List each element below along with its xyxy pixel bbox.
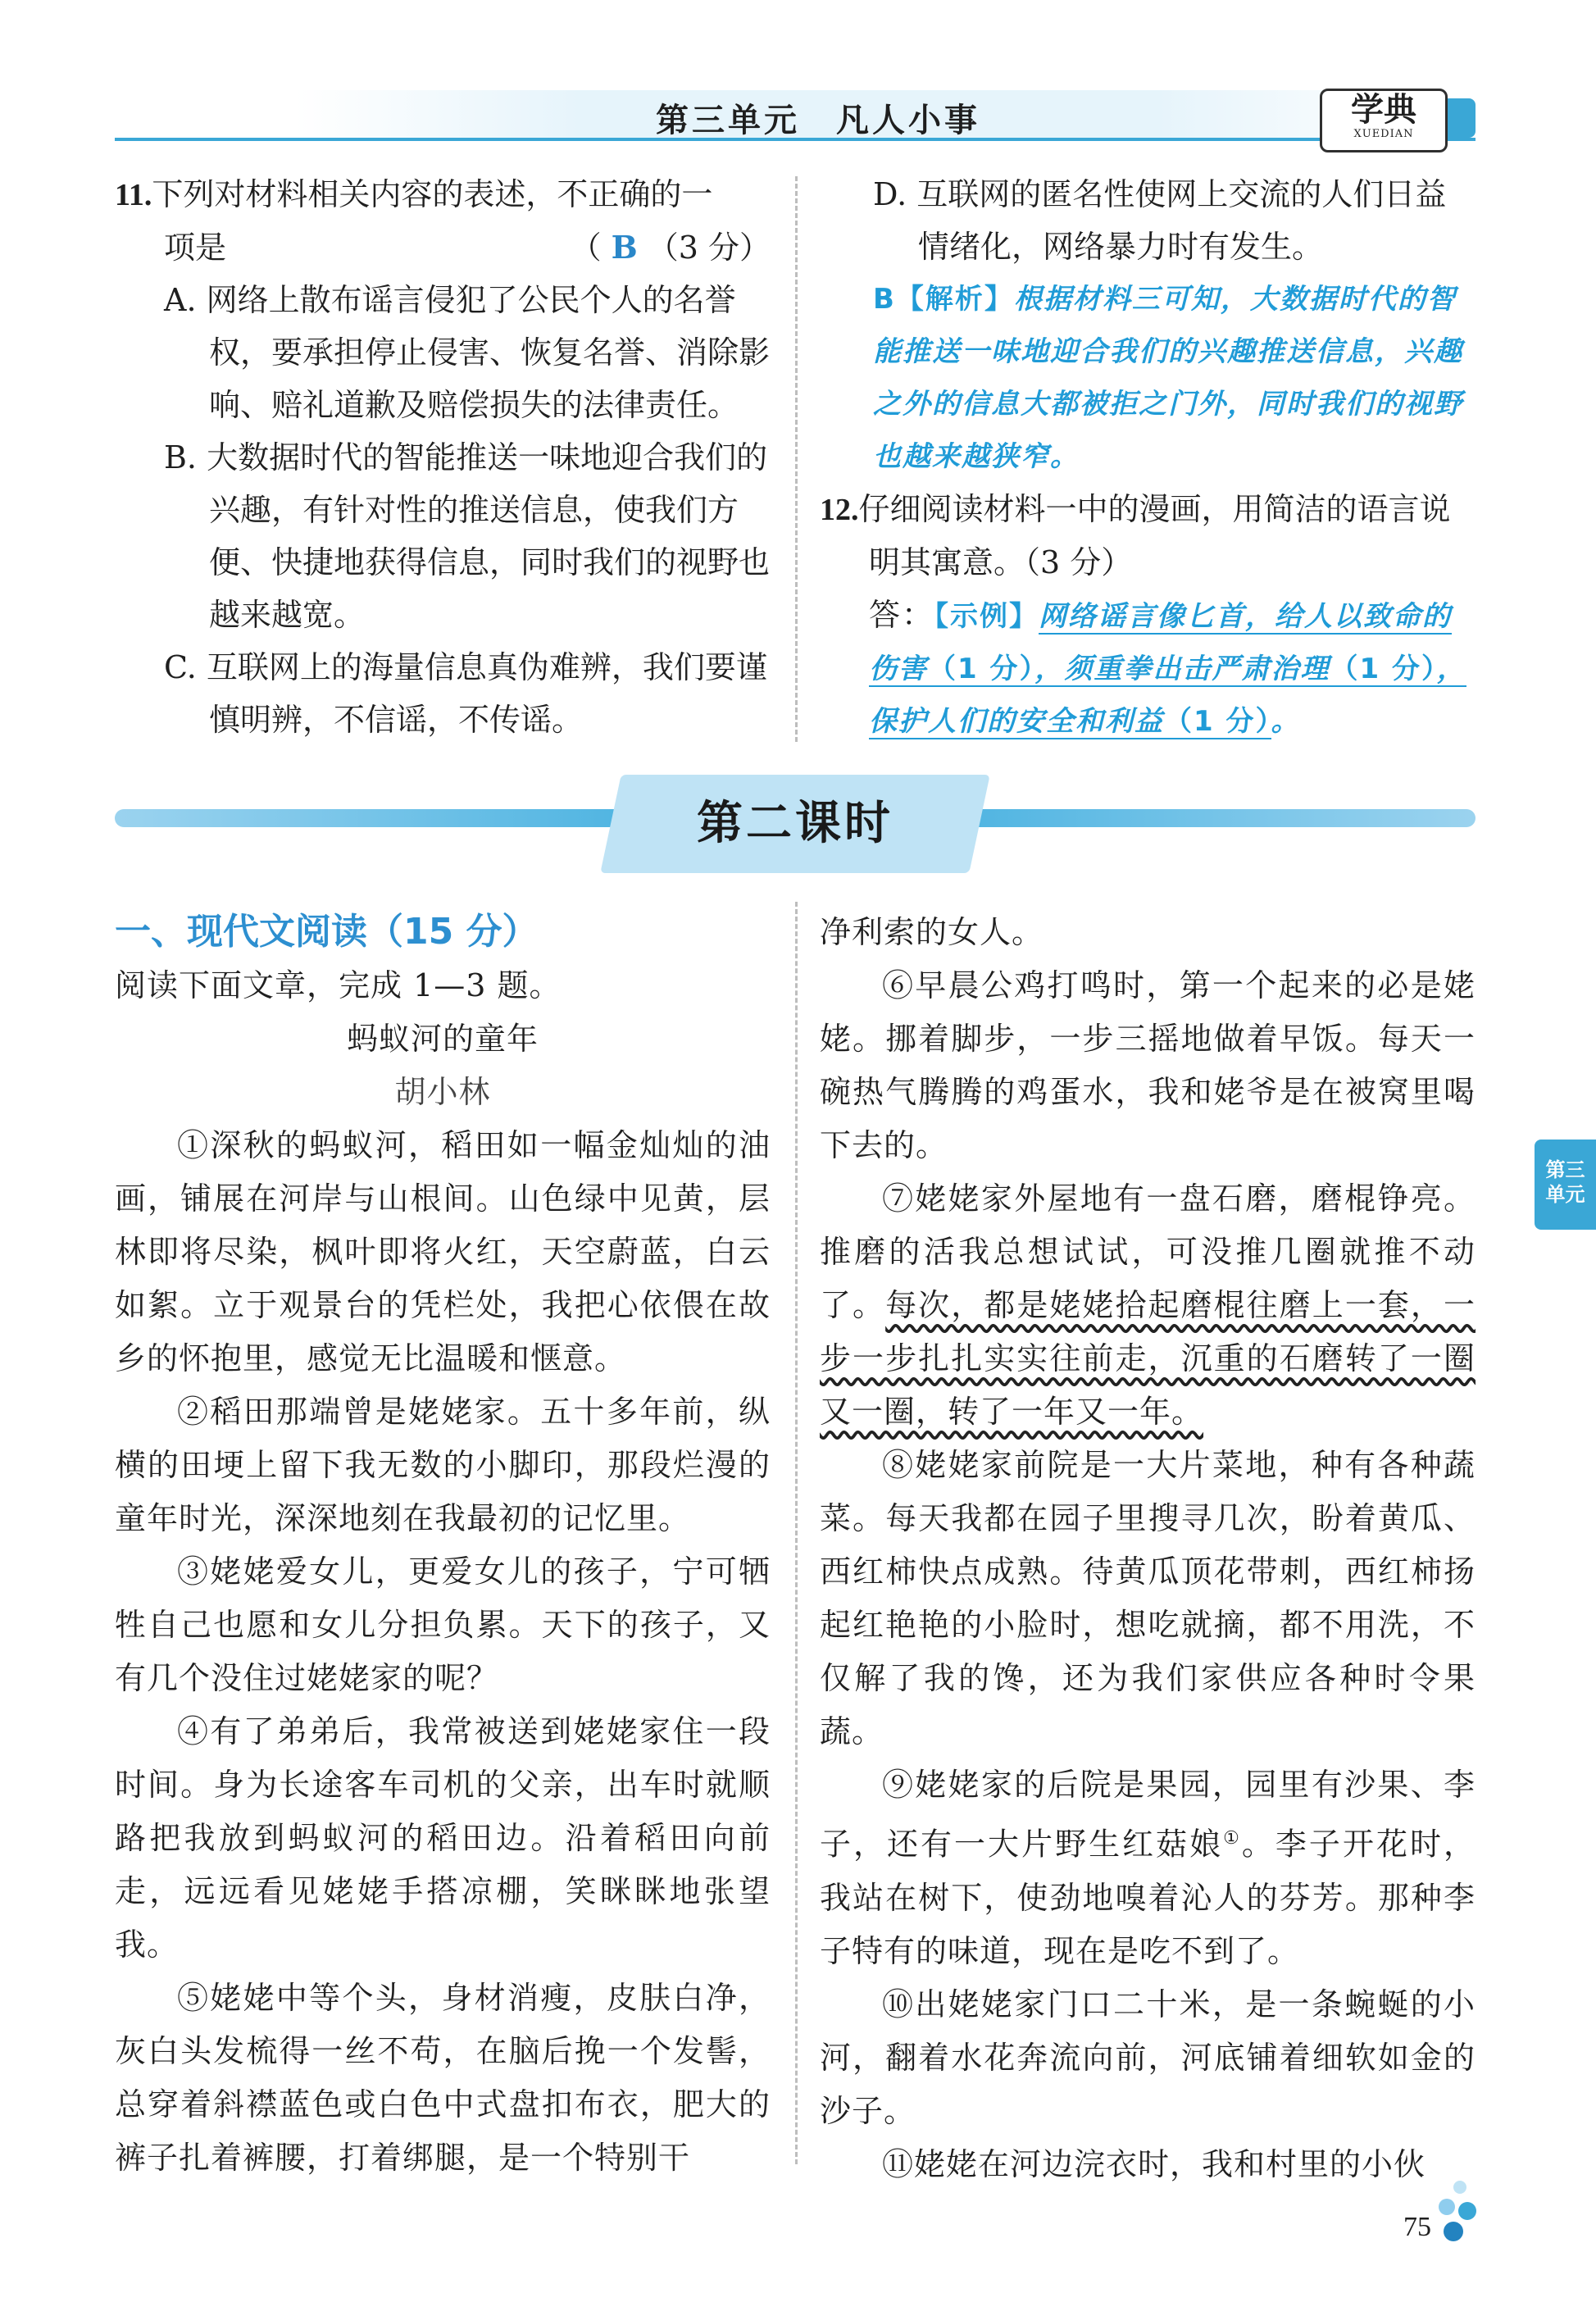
paragraph-9-text-end: 。李子开花时，我站在树下，使劲地嗅着沁人的芬芳。那种李子特有的味道，现在是吃不到了。 xyxy=(820,1826,1476,1969)
paragraph-9-text: ⑨姥姥家的后院是果园，园里有沙果、李子，还有一大片野生红菇娘 xyxy=(820,1767,1476,1863)
paragraph-7-text: ⑦姥姥家外屋地有一盘石磨，磨棍铮亮。推磨的活我总想试试，可没推几圈就推不动了。 xyxy=(820,1181,1476,1323)
column-divider-bottom xyxy=(795,902,798,2164)
side-tab-line2: 单元 xyxy=(1545,1183,1585,1206)
dot-decoration xyxy=(1444,2222,1463,2241)
q12-stem-text: 仔细阅读材料一中的漫画，用简洁的语言说明其寓意。（3 分） xyxy=(858,491,1451,580)
q12-score-1: （1 分） xyxy=(928,653,1035,685)
q11-stem-end: 项是 xyxy=(164,230,227,266)
q11-analysis-text: 根据材料三可知，大数据时代的智能推送一味地迎合我们的兴趣推送信息，兴趣之外的信息大都被拒之门外，同时我们的视野也越来越狭窄。 xyxy=(873,283,1463,473)
q12-score-3: （1 分） xyxy=(1164,705,1271,738)
q12-score-2: （1 分） xyxy=(1330,653,1437,685)
lesson-banner-title: 第二课时 xyxy=(697,797,893,850)
q11-answer: B xyxy=(611,229,638,266)
article-author: 胡小林 xyxy=(394,1074,491,1110)
paragraph-11: ⑪姥姥在河边浣衣时，我和村里的小伙 xyxy=(882,2145,1426,2182)
paragraph-2: ②稻田那端曾是姥姥家。五十多年前，纵横的田埂上留下我无数的小脚印，那段烂漫的童年时光，深深地刻在我最初的记忆里。 xyxy=(115,1394,771,1536)
reading-instruction: 阅读下面文章，完成 1—3 题。 xyxy=(115,967,562,1003)
paragraph-10: ⑩出姥姥家门口二十米，是一条蜿蜒的小河，翻着水花奔流向前，河底铺着细软如金的沙子。 xyxy=(820,1986,1476,2129)
paragraph-7 xyxy=(820,1172,1476,1439)
unit-title: 第三单元 凡人小事 xyxy=(656,101,980,139)
q11-number: 11. xyxy=(115,178,152,212)
dot-decoration xyxy=(1453,2181,1466,2194)
question-12 xyxy=(820,483,1476,748)
logo-main-text: 学典 xyxy=(1351,90,1416,129)
q12-answer-part-3: ，保护人们的安全和利益 xyxy=(869,653,1466,738)
paragraph-1: ①深秋的蚂蚁河，稻田如一幅金灿灿的油画，铺展在河岸与山根间。山色绿中见黄，层林即将尽染，枫叶即将火红，天空蔚蓝，白云如絮。立于观景台的凭栏处，我把心依偎在故乡的怀抱里，感觉无比温暖和惬意。 xyxy=(115,1127,771,1376)
dot-decoration xyxy=(1458,2202,1476,2220)
paragraph-5: ⑤姥姥中等个头，身材消瘦，皮肤白净，灰白头发梳得一丝不苟，在脑后挽一个发髻，总穿着斜襟蓝色或白色中式盘扣布衣，肥大的裤子扎着裤腰，打着绑腿，是一个特别干 xyxy=(115,1980,771,2176)
banner-bar-right xyxy=(902,809,1476,827)
reading-right-column xyxy=(820,906,1476,2191)
paragraph-6: ⑥早晨公鸡打鸣时，第一个起来的必是姥姥。挪着脚步，一步三摇地做着早饭。每天一碗热气腾腾的鸡蛋水，我和姥爷是在被窝里喝下去的。 xyxy=(820,967,1476,1163)
q11-stem-text: 下列对材料相关内容的表述，不正确的一 xyxy=(152,176,713,212)
dot-decoration xyxy=(1439,2199,1455,2215)
q11-paren-open: （ xyxy=(570,230,602,266)
article-title: 蚂蚁河的童年 xyxy=(346,1021,539,1057)
q11-option-d: D. 互联网的匿名性使网上交流的人们日益情绪化，网络暴力时有发生。 xyxy=(873,176,1447,265)
logo-tab-decoration xyxy=(1443,98,1476,138)
q11-option-c: C. 互联网上的海量信息真伪难辨，我们要谨慎明辨，不信谣，不传谣。 xyxy=(164,649,767,738)
reading-left-column xyxy=(115,959,771,2185)
q12-answer-end: 。 xyxy=(1271,705,1301,738)
q11-analysis xyxy=(873,273,1476,483)
paragraph-7-marked-sentence: 每次，都是姥姥拾起磨棍往磨上一套，一步一步扎扎实实往前走，沉重的石磨转了一圈又一圈，转了一年又一年。 xyxy=(820,1287,1476,1430)
q12-answer-part-1: 网络谣言像匕首，给人以致命的伤害 xyxy=(869,600,1453,685)
unit-side-tab xyxy=(1535,1140,1596,1230)
q12-answer-part-2: ，须重拳出击严肃治理 xyxy=(1034,653,1330,685)
q11-stem-line2 xyxy=(164,221,771,274)
logo-sub-text: XUEDIAN xyxy=(1353,128,1414,140)
paragraph-5-continued: 净利索的女人。 xyxy=(820,914,1044,950)
q12-number: 12. xyxy=(820,493,859,527)
q11-option-a: A. 网络上散布谣言侵犯了公民个人的名誉权，要承担停止侵害、恢复名誉、消除影响、赔礼道歉及赔偿损失的法律责任。 xyxy=(164,282,771,423)
xuedian-logo xyxy=(1320,89,1448,152)
footnote-marker: ① xyxy=(1223,1828,1242,1849)
paragraph-9 xyxy=(820,1758,1476,1978)
reading-section-title: 一、现代文阅读（15 分） xyxy=(115,911,539,953)
q11-analysis-label: B【解析】 xyxy=(873,283,1014,316)
right-column-top xyxy=(820,168,1476,748)
side-tab-line1: 第三 xyxy=(1545,1158,1585,1181)
page-number: 75 xyxy=(1403,2212,1431,2242)
paragraph-3: ③姥姥爱女儿，更爱女儿的孩子，宁可牺牲自己也愿和女儿分担负累。天下的孩子，又有几个没住过姥姥家的呢？ xyxy=(115,1554,771,1696)
paragraph-4: ④有了弟弟后，我常被送到姥姥家住一段时间。身为长途客车司机的父亲，出车时就顺路把我放到蚂蚁河的稻田边。沿着稻田向前走，远远看见姥姥手搭凉棚，笑眯眯地张望我。 xyxy=(115,1713,771,1963)
column-divider-top xyxy=(795,176,798,742)
q11-answer-slot xyxy=(571,221,771,274)
q11-score: （3 分） xyxy=(647,230,771,266)
q12-answer-label: 【示例】 xyxy=(934,600,1039,633)
decorative-dots xyxy=(1439,2181,1488,2246)
q11-stem-line1 xyxy=(115,168,771,221)
q12-answer xyxy=(869,589,1476,748)
question-11 xyxy=(115,168,771,746)
q12-answer-prefix: 答： xyxy=(869,597,935,633)
paragraph-8: ⑧姥姥家前院是一大片菜地，种有各种蔬菜。每天我都在园子里搜寻几次，盼着黄瓜、西红柿快点成熟。待黄瓜顶花带刺，西红柿扬起红艳艳的小脸时，想吃就摘，都不用洗，不仅解了我的馋，还为我们家供应各种时令果蔬。 xyxy=(820,1447,1476,1749)
q12-stem xyxy=(820,483,1476,589)
q11-option-b: B. 大数据时代的智能推送一味地迎合我们的兴趣，有针对性的推送信息，使我们方便、快捷地获得信息，同时我们的视野也越来越宽。 xyxy=(164,439,771,633)
banner-bar-left xyxy=(115,809,689,827)
